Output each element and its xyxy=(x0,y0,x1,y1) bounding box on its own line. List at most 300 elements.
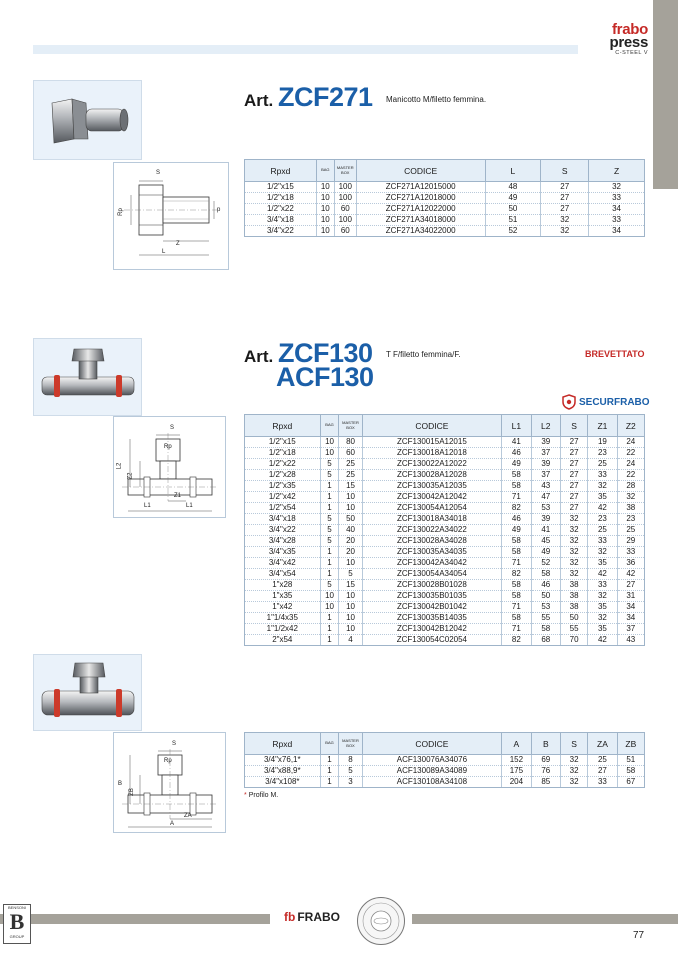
table-cell: 27 xyxy=(560,481,587,492)
table-cell: ZCF130035B01035 xyxy=(362,591,502,602)
table-cell: ZCF130018A34018 xyxy=(362,514,502,525)
column-header: Z2 xyxy=(617,415,644,437)
table-cell: ZCF130035B14035 xyxy=(362,613,502,624)
table-cell: 39 xyxy=(531,437,560,448)
table-row xyxy=(245,602,645,613)
table-cell: 45 xyxy=(531,536,560,547)
table-cell: 204 xyxy=(502,777,531,788)
shield-icon xyxy=(562,394,576,410)
table-cell: 27 xyxy=(541,182,589,193)
table-row xyxy=(245,226,645,237)
table-cell: 27 xyxy=(560,437,587,448)
table-cell: 33 xyxy=(589,215,645,226)
table-cell: 38 xyxy=(560,591,587,602)
tee-large-photo-icon xyxy=(34,655,141,730)
table-cell: 1 xyxy=(320,492,339,503)
technical-drawing-zcf130 xyxy=(113,416,226,518)
tee-photo-icon xyxy=(34,339,141,415)
table-cell: 1 xyxy=(320,503,339,514)
group-bottom-text: GROUP xyxy=(9,934,25,939)
table-cell: 53 xyxy=(531,503,560,514)
table-cell: 32 xyxy=(560,525,587,536)
table-row xyxy=(245,777,645,788)
table-cell: 32 xyxy=(560,547,587,558)
table-cell: 8 xyxy=(339,755,362,766)
table-cell: 33 xyxy=(617,547,644,558)
article-description: T F/filetto femmina/F. xyxy=(386,350,461,359)
dim-label-za: ZA xyxy=(184,813,192,819)
technical-drawing-acf130 xyxy=(113,732,226,833)
table-cell: 32 xyxy=(541,226,589,237)
table-cell: 43 xyxy=(617,635,644,646)
dim-label-z1: Z1 xyxy=(174,493,182,499)
table-cell: 23 xyxy=(588,448,617,459)
table-cell: ZCF130042B12042 xyxy=(362,624,502,635)
table-cell: 68 xyxy=(531,635,560,646)
patent-label: BREVETTATO xyxy=(585,349,645,359)
table-cell: 47 xyxy=(531,492,560,503)
table-cell: ACF130076A34076 xyxy=(362,755,502,766)
table-cell: 42 xyxy=(617,569,644,580)
column-header: BAG xyxy=(316,160,334,182)
table-cell: 22 xyxy=(617,470,644,481)
table-cell: 52 xyxy=(531,558,560,569)
dim-label-s: S xyxy=(170,425,175,431)
table-cell: 33 xyxy=(589,193,645,204)
art-prefix: Art. xyxy=(244,347,274,366)
spec-table-zcf130 xyxy=(244,414,645,646)
table-cell: 1 xyxy=(320,569,339,580)
table-cell: 34 xyxy=(589,226,645,237)
table-cell: 70 xyxy=(560,635,587,646)
table-cell: 25 xyxy=(588,525,617,536)
table-cell: 58 xyxy=(502,591,531,602)
table-cell: ZCF271A12022000 xyxy=(356,204,485,215)
table-cell: 32 xyxy=(560,569,587,580)
table-cell: 1/2"x22 xyxy=(245,459,321,470)
table-cell: 39 xyxy=(531,514,560,525)
table-cell: 3/4"x88,9* xyxy=(245,766,321,777)
table-cell: 32 xyxy=(588,613,617,624)
table-cell: 1 xyxy=(320,635,339,646)
table-cell: ZCF130054C02054 xyxy=(362,635,502,646)
table-cell: 19 xyxy=(588,437,617,448)
table-row xyxy=(245,492,645,503)
column-header: S xyxy=(560,733,587,755)
table-cell: 5 xyxy=(320,470,339,481)
table-cell: ZCF271A34018000 xyxy=(356,215,485,226)
table-cell: 85 xyxy=(531,777,560,788)
table-cell: 25 xyxy=(588,459,617,470)
table-cell: 5 xyxy=(339,766,362,777)
column-header: CODICE xyxy=(356,160,485,182)
table-cell: 10 xyxy=(339,602,362,613)
table-header xyxy=(245,160,645,182)
table-cell: 27 xyxy=(588,766,617,777)
table-cell: 71 xyxy=(502,602,531,613)
column-header: Z xyxy=(589,160,645,182)
dim-label-b: B xyxy=(118,781,123,787)
table-cell: ZCF271A12015000 xyxy=(356,182,485,193)
group-letter: B xyxy=(9,909,25,934)
table-cell: 3/4"x18 xyxy=(245,215,317,226)
table-cell: 175 xyxy=(502,766,531,777)
table-cell: 58 xyxy=(502,547,531,558)
table-cell: 1/2"x35 xyxy=(245,481,321,492)
table-cell: 58 xyxy=(502,481,531,492)
table-cell: 1"1/4x35 xyxy=(245,613,321,624)
zcf271-drawing-lines xyxy=(114,163,228,269)
dim-label-z: Z xyxy=(176,241,180,247)
table-cell: 60 xyxy=(334,226,356,237)
table-cell: 1/2"x15 xyxy=(245,182,317,193)
table-cell: ZCF130028A34028 xyxy=(362,536,502,547)
table-cell: 58 xyxy=(531,624,560,635)
column-header: S xyxy=(560,415,587,437)
table-cell: 32 xyxy=(588,591,617,602)
table-cell: 52 xyxy=(485,226,541,237)
table-cell: 36 xyxy=(617,558,644,569)
product-photo-zcf130 xyxy=(33,338,142,416)
table-cell: 3/4"x54 xyxy=(245,569,321,580)
table-cell: 25 xyxy=(588,755,617,766)
table-cell: 10 xyxy=(316,193,334,204)
table-cell: 10 xyxy=(320,591,339,602)
table-cell: 10 xyxy=(320,602,339,613)
table-cell: 27 xyxy=(560,470,587,481)
table-cell: 49 xyxy=(531,547,560,558)
article-code: ZCF271 xyxy=(278,82,373,112)
table-cell: 20 xyxy=(339,547,362,558)
dim-label-l: L xyxy=(162,249,166,255)
table-cell: 58 xyxy=(502,470,531,481)
table-cell: 58 xyxy=(617,766,644,777)
dim-label-rp: Rp xyxy=(117,208,124,216)
table-cell: 3/4"x35 xyxy=(245,547,321,558)
table-cell: 1"1/2x42 xyxy=(245,624,321,635)
table-cell: 1/2"x15 xyxy=(245,437,321,448)
column-header: B xyxy=(531,733,560,755)
table-cell: 80 xyxy=(339,437,362,448)
table-cell: 5 xyxy=(320,514,339,525)
table-cell: 39 xyxy=(531,459,560,470)
table-cell: ZCF130054A34054 xyxy=(362,569,502,580)
table-row xyxy=(245,437,645,448)
table-cell: 51 xyxy=(617,755,644,766)
table-cell: 34 xyxy=(617,602,644,613)
table-cell: 32 xyxy=(560,536,587,547)
table-row xyxy=(245,766,645,777)
logo-line-1: frabo xyxy=(611,21,648,38)
table-cell: 34 xyxy=(589,204,645,215)
table-cell: 1"x28 xyxy=(245,580,321,591)
table-cell: 69 xyxy=(531,755,560,766)
table-cell: 10 xyxy=(339,624,362,635)
table-cell: 3 xyxy=(339,777,362,788)
table-cell: 2"x54 xyxy=(245,635,321,646)
table-cell: ACF130089A34089 xyxy=(362,766,502,777)
table-cell: 1 xyxy=(320,481,339,492)
table-cell: 3/4"x28 xyxy=(245,536,321,547)
certification-seal-icon xyxy=(357,897,405,945)
table-cell: 10 xyxy=(339,492,362,503)
table-body xyxy=(245,755,645,788)
table-body xyxy=(245,437,645,646)
frabo-mark: fb xyxy=(284,910,296,924)
table-cell: 55 xyxy=(560,624,587,635)
table-cell: 51 xyxy=(485,215,541,226)
footnote-text: Profilo M. xyxy=(248,792,279,799)
table-cell: 32 xyxy=(560,777,587,788)
table-row xyxy=(245,755,645,766)
table-cell: 1/2"x18 xyxy=(245,193,317,204)
table-cell: 15 xyxy=(339,580,362,591)
table-cell: 35 xyxy=(588,558,617,569)
article-description: Manicotto M/filetto femmina. xyxy=(386,95,487,104)
spec-table-zcf271 xyxy=(244,159,645,237)
table-cell: 33 xyxy=(588,777,617,788)
table-cell: 10 xyxy=(316,204,334,215)
header-bar xyxy=(33,45,578,54)
table-cell: 1 xyxy=(320,624,339,635)
table-row xyxy=(245,470,645,481)
technical-drawing-zcf271 xyxy=(113,162,229,270)
table-cell: 4 xyxy=(339,635,362,646)
table-cell: 3/4"x76,1* xyxy=(245,755,321,766)
table-cell: 37 xyxy=(617,624,644,635)
table-cell: 42 xyxy=(588,635,617,646)
table-row xyxy=(245,514,645,525)
table-cell: 5 xyxy=(320,459,339,470)
table-row xyxy=(245,448,645,459)
table-cell: 3/4"x18 xyxy=(245,514,321,525)
table-header xyxy=(245,733,645,755)
column-header: Rpxd xyxy=(245,160,317,182)
seal-graphic xyxy=(358,898,404,944)
table-cell: 1 xyxy=(320,777,339,788)
table-row xyxy=(245,503,645,514)
table-cell: 27 xyxy=(560,459,587,470)
table-cell: 32 xyxy=(560,558,587,569)
column-header: BAG xyxy=(320,733,339,755)
zcf130-drawing-lines xyxy=(114,417,225,517)
table-cell: 76 xyxy=(531,766,560,777)
table-cell: ZCF271A34022000 xyxy=(356,226,485,237)
dim-label-a: A xyxy=(170,821,175,827)
article-code: ZCF130 xyxy=(278,338,373,368)
table-cell: 31 xyxy=(617,591,644,602)
table-cell: ZCF130035A12035 xyxy=(362,481,502,492)
column-header: BAG xyxy=(320,415,339,437)
product-photo-acf130 xyxy=(33,654,142,731)
frabopress-logo xyxy=(588,22,648,57)
table-cell: ZCF130015A12015 xyxy=(362,437,502,448)
table-cell: 1 xyxy=(320,766,339,777)
table-cell: ZCF271A12018000 xyxy=(356,193,485,204)
table-cell: 33 xyxy=(588,580,617,591)
table-cell: ZCF130042B01042 xyxy=(362,602,502,613)
table-cell: 71 xyxy=(502,624,531,635)
table-cell: 58 xyxy=(502,536,531,547)
table-cell: 1/2"x28 xyxy=(245,470,321,481)
table-cell: 3/4"x42 xyxy=(245,558,321,569)
table-cell: 35 xyxy=(588,602,617,613)
table-cell: 10 xyxy=(339,613,362,624)
table-cell: 58 xyxy=(531,569,560,580)
table-cell: 35 xyxy=(588,624,617,635)
group-top-text: BENSONI xyxy=(7,905,26,910)
dim-label-l2: L2 xyxy=(116,462,123,470)
table-cell: 20 xyxy=(339,536,362,547)
table-cell: 1 xyxy=(320,547,339,558)
table-row xyxy=(245,536,645,547)
table-cell: 48 xyxy=(485,182,541,193)
table-cell: 5 xyxy=(339,569,362,580)
table-cell: ACF130108A34108 xyxy=(362,777,502,788)
table-cell: ZCF130035A34035 xyxy=(362,547,502,558)
table-cell: 60 xyxy=(334,204,356,215)
dim-label-s: S xyxy=(172,741,177,747)
table-row xyxy=(245,204,645,215)
column-header: Rpxd xyxy=(245,415,321,437)
acf130-drawing-lines xyxy=(114,733,225,832)
table-cell: 28 xyxy=(617,481,644,492)
column-header: MASTER BOX xyxy=(334,160,356,182)
table-cell: 71 xyxy=(502,492,531,503)
column-header: MASTER BOX xyxy=(339,733,362,755)
table-cell: 24 xyxy=(617,459,644,470)
table-cell: 29 xyxy=(617,536,644,547)
table-cell: 27 xyxy=(560,492,587,503)
table-cell: 43 xyxy=(531,481,560,492)
page-number: 77 xyxy=(633,930,645,941)
dim-label-rp: Rp xyxy=(164,758,172,764)
table-cell: 1 xyxy=(320,613,339,624)
table-cell: 25 xyxy=(339,470,362,481)
table-cell: 27 xyxy=(560,503,587,514)
table-cell: 1/2"x42 xyxy=(245,492,321,503)
table-cell: 10 xyxy=(316,182,334,193)
table-row xyxy=(245,635,645,646)
table-cell: 25 xyxy=(339,459,362,470)
table-cell: 100 xyxy=(334,215,356,226)
column-header: ZB xyxy=(617,733,644,755)
table-cell: ZCF130022A12022 xyxy=(362,459,502,470)
dim-label-rp: Rp xyxy=(164,444,172,450)
table-cell: 1/2"x54 xyxy=(245,503,321,514)
table-cell: 41 xyxy=(531,525,560,536)
table-cell: 34 xyxy=(617,613,644,624)
table-row xyxy=(245,459,645,470)
table-cell: 82 xyxy=(502,503,531,514)
logo-line-2: press xyxy=(609,34,648,51)
table-cell: 5 xyxy=(320,536,339,547)
column-header: MASTER BOX xyxy=(339,415,362,437)
footnote xyxy=(244,792,278,799)
table-cell: 50 xyxy=(485,204,541,215)
column-header: CODICE xyxy=(362,415,502,437)
dim-label-l1-right: L1 xyxy=(186,503,193,509)
table-cell: 3/4"x108* xyxy=(245,777,321,788)
table-cell: 32 xyxy=(588,547,617,558)
table-cell: 10 xyxy=(339,503,362,514)
table-cell: 1 xyxy=(320,755,339,766)
frabo-wordmark: FRABO xyxy=(297,910,340,924)
table-cell: 38 xyxy=(617,503,644,514)
table-cell: 10 xyxy=(320,437,339,448)
footer-bar-right xyxy=(412,914,678,924)
spec-table-acf130 xyxy=(244,732,645,788)
table-row xyxy=(245,613,645,624)
table-cell: 10 xyxy=(316,215,334,226)
column-header: L1 xyxy=(502,415,531,437)
table-cell: 15 xyxy=(339,481,362,492)
table-cell: 100 xyxy=(334,193,356,204)
table-cell: 49 xyxy=(485,193,541,204)
table-row xyxy=(245,569,645,580)
table-cell: 10 xyxy=(339,591,362,602)
table-cell: 42 xyxy=(588,503,617,514)
table-cell: 49 xyxy=(502,459,531,470)
table-cell: 37 xyxy=(531,448,560,459)
table-cell: 58 xyxy=(502,580,531,591)
article-title-zcf271 xyxy=(244,84,373,111)
securfrabo-badge xyxy=(562,394,650,410)
table-cell: 42 xyxy=(588,569,617,580)
table-header xyxy=(245,415,645,437)
table-cell: 33 xyxy=(588,470,617,481)
table-cell: 50 xyxy=(339,514,362,525)
bensoni-group-logo xyxy=(3,904,31,944)
table-cell: 1/2"x18 xyxy=(245,448,321,459)
table-cell: ZCF130042A34042 xyxy=(362,558,502,569)
table-cell: 46 xyxy=(502,448,531,459)
table-cell: 82 xyxy=(502,635,531,646)
table-cell: 82 xyxy=(502,569,531,580)
table-cell: 5 xyxy=(320,580,339,591)
table-cell: 24 xyxy=(617,437,644,448)
table-cell: 32 xyxy=(589,182,645,193)
table-cell: 33 xyxy=(588,536,617,547)
table-cell: 25 xyxy=(617,525,644,536)
table-cell: 1"x35 xyxy=(245,591,321,602)
table-row xyxy=(245,525,645,536)
table-cell: 27 xyxy=(560,448,587,459)
table-cell: ZCF130018A12018 xyxy=(362,448,502,459)
table-row xyxy=(245,591,645,602)
table-cell: 32 xyxy=(588,481,617,492)
table-cell: 40 xyxy=(339,525,362,536)
table-cell: 41 xyxy=(502,437,531,448)
dim-label-s: S xyxy=(156,170,161,176)
table-cell: 3/4"x22 xyxy=(245,525,321,536)
article-code-secondary: ACF130 xyxy=(276,362,374,392)
table-row xyxy=(245,580,645,591)
table-cell: 32 xyxy=(560,514,587,525)
table-cell: 35 xyxy=(588,492,617,503)
dim-label-zb: ZB xyxy=(128,788,135,796)
table-body xyxy=(245,182,645,237)
table-row xyxy=(245,182,645,193)
table-cell: 58 xyxy=(502,613,531,624)
table-cell: 10 xyxy=(320,448,339,459)
table-cell: 1/2"x22 xyxy=(245,204,317,215)
table-row xyxy=(245,193,645,204)
column-header: L2 xyxy=(531,415,560,437)
table-cell: 27 xyxy=(541,204,589,215)
table-cell: 3/4"x22 xyxy=(245,226,317,237)
table-cell: 23 xyxy=(588,514,617,525)
